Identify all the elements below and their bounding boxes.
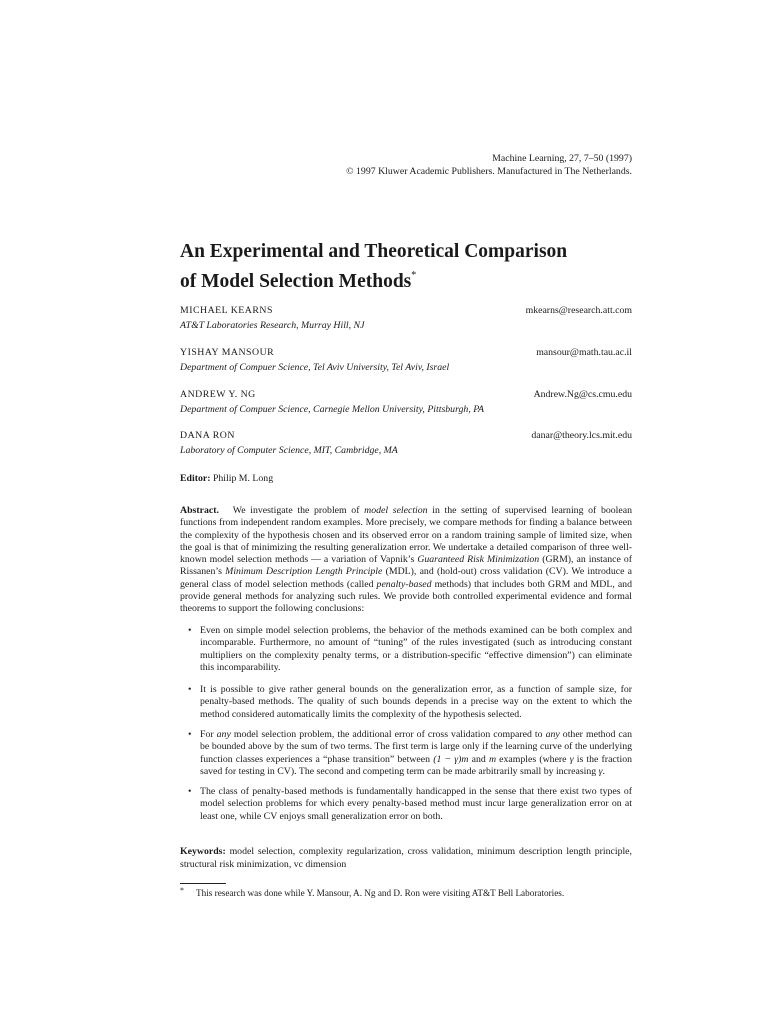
list-emphasis: any xyxy=(545,729,560,740)
list-item xyxy=(188,729,632,778)
list-text-run: other method can be bounded above by the sum of two terms. The first term is large only if the learning curve of the underlying function classes experiences a “phase transition” between xyxy=(200,729,632,765)
math-expression: m xyxy=(488,753,497,765)
journal-header xyxy=(180,152,632,178)
author-email: danar@theory.lcs.mit.edu xyxy=(531,430,632,441)
list-text-run: and xyxy=(468,753,489,765)
footnote-text: This research was done while Y. Mansour, A. Ng and D. Ron were visiting AT&T Bell Laboratories. xyxy=(196,888,565,898)
math-expression: (1 − γ)m xyxy=(433,753,469,765)
author-affiliation: Department of Compuer Science, Tel Aviv University, Tel Aviv, Israel xyxy=(180,362,450,373)
math-expression: γ xyxy=(569,753,574,765)
editor-line xyxy=(180,473,273,484)
keywords-paragraph xyxy=(180,845,632,871)
abstract-emphasis: model selection xyxy=(364,505,428,516)
bullet-icon: • xyxy=(188,684,192,695)
abstract-text: (GRM), an instance of Rissanen’s xyxy=(180,554,632,578)
bullet-icon: • xyxy=(188,729,192,740)
list-item xyxy=(188,684,632,721)
list-item xyxy=(188,625,632,674)
abstract-emphasis: Minimum Description Length Principle xyxy=(225,566,383,578)
author-email: mkearns@research.att.com xyxy=(525,305,632,316)
author-affiliation: AT&T Laboratories Research, Murray Hill, NJ xyxy=(180,320,365,331)
abstract-paragraph xyxy=(180,505,632,616)
author-email: mansour@math.tau.ac.il xyxy=(536,347,632,358)
abstract-text: in the setting of supervised learning of boolean functions from independent random examples. More precisely, we compare methods for finding a balance between the complexity of the hypothesis chosen and its observed error on a random training sample of limited size, when the goal is that of minimizing the resulting generalization error. We undertake a detailed comparison of three well-known model selection methods — a variation of Vapnik’s xyxy=(180,505,632,566)
keywords-label: Keywords: xyxy=(180,846,226,857)
abstract-emphasis: Guaranteed Risk Minimization xyxy=(417,554,540,566)
journal-citation: Machine Learning, 27, 7–50 (1997) xyxy=(492,153,632,164)
list-item xyxy=(188,786,632,823)
list-text-run: examples (where xyxy=(496,753,570,765)
copyright-line: © 1997 Kluwer Academic Publishers. Manufactured in The Netherlands. xyxy=(346,166,632,177)
author-block-mansour xyxy=(180,345,632,375)
paper-title xyxy=(180,240,632,294)
abstract-emphasis: penalty-based xyxy=(376,578,432,590)
author-affiliation: Department of Compuer Science, Carnegie Mellon University, Pittsburgh, PA xyxy=(180,404,484,415)
author-block-kearns xyxy=(180,303,632,333)
author-name: YISHAY MANSOUR xyxy=(180,347,275,358)
title-line-2 xyxy=(180,264,632,294)
abstract-label: Abstract. xyxy=(180,505,219,516)
list-item-text xyxy=(188,729,632,778)
title-footnote-mark: * xyxy=(411,270,417,281)
author-name: ANDREW Y. NG xyxy=(180,389,256,400)
footnote-mark: * xyxy=(180,886,184,895)
author-email: Andrew.Ng@cs.cmu.edu xyxy=(533,389,632,400)
footnote xyxy=(180,887,632,899)
abstract-text: methods) that includes both GRM and MDL, and provide general methods for analyzing such rules. We provide both controlled experimental evidence and formal theorems to support the following conclusions: xyxy=(180,578,632,615)
editor-name: Philip M. Long xyxy=(212,473,274,484)
list-text-run: model selection problem, the additional error of cross validation compared to xyxy=(230,729,546,740)
editor-label: Editor: xyxy=(180,473,211,484)
keywords-text: model selection, complexity regularization, cross validation, minimum description length principle, structural risk minimization, vc dimension xyxy=(180,846,632,870)
author-name: DANA RON xyxy=(180,430,235,441)
abstract-text: We investigate the problem of xyxy=(232,505,365,516)
author-block-ng xyxy=(180,387,632,417)
title-line-2-text: of Model Selection Methods xyxy=(180,271,412,292)
list-item-text: The class of penalty-based methods is fundamentally handicapped in the sense that there exist two types of model selection problems for which every penalty-based method must incur large generalization error on at least one, while CV enjoys small generalization error on both. xyxy=(200,786,632,822)
list-item-text: Even on simple model selection problems, the behavior of the methods examined can be both complex and incomparable. Furthermore, no amount of “tuning” of the rules investigated (such as introducing constant multipliers on the complexity penalty terms, or a distribution-specific “effective dimension”) can eliminate this incomparability. xyxy=(200,625,632,673)
title-line-1: An Experimental and Theoretical Comparison xyxy=(180,241,568,262)
abstract-text: (MDL), and (hold-out) cross validation (CV). We introduce a general class of model selection methods (called xyxy=(180,566,633,590)
math-expression: γ xyxy=(598,765,603,777)
author-name: MICHAEL KEARNS xyxy=(180,305,273,316)
list-text-run: For xyxy=(200,729,217,740)
list-item-text: It is possible to give rather general bounds on the generalization error, as a function of sample size, for penalty-based methods. The quality of such bounds depends in a precise way on the extent to which the method considered automatically limits the complexity of the hypothesis selected. xyxy=(200,684,632,720)
footnote-divider xyxy=(180,883,226,884)
list-text-run: . xyxy=(602,765,605,777)
author-block-ron xyxy=(180,428,632,458)
bullet-icon: • xyxy=(188,786,192,797)
bullet-icon: • xyxy=(188,625,192,636)
list-emphasis: any xyxy=(216,729,231,740)
list-text-run: is the fraction saved for testing in CV). The second and competing term can be made arbitrarily small by increasing xyxy=(200,753,633,777)
author-affiliation: Laboratory of Computer Science, MIT, Cambridge, MA xyxy=(180,445,398,456)
